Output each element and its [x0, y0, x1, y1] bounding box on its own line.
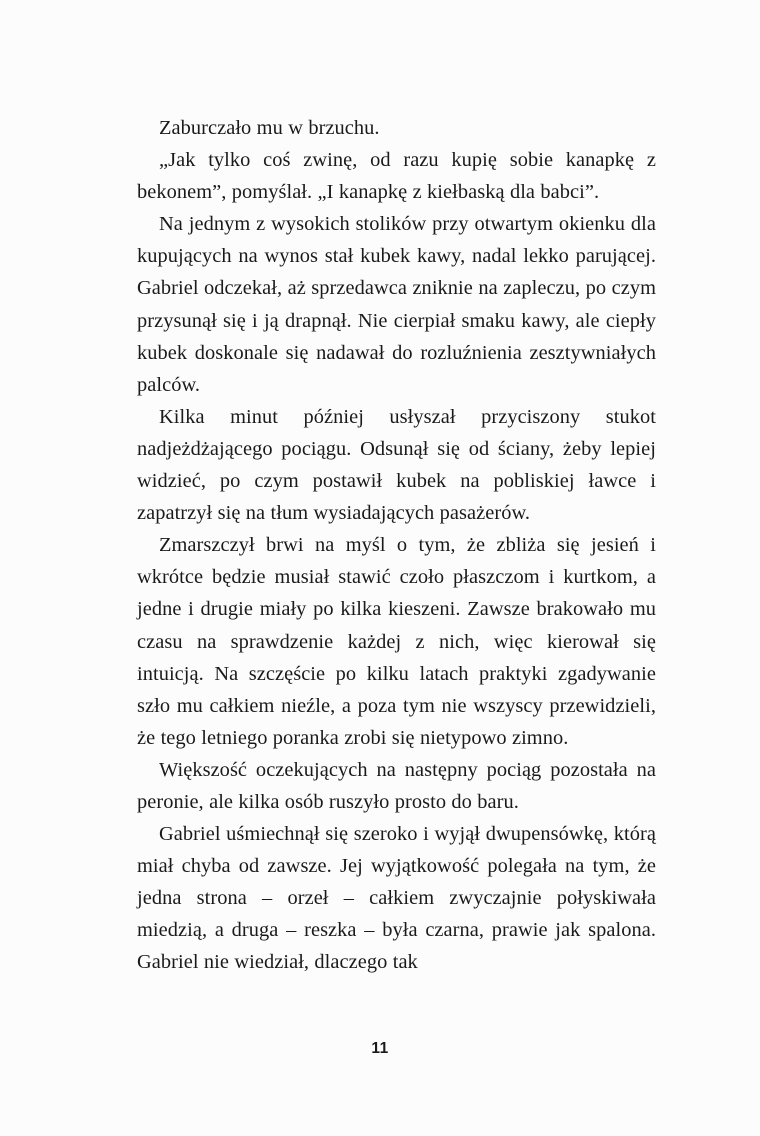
- body-text-column: [137, 112, 656, 979]
- paragraph-5: Zmarszczył brwi na myśl o tym, że zbliża się jesień i wkrótce będzie musiał stawić czoło płaszczom i kurtkom, a jedne i drugie miały po kilka kieszeni. Zawsze brakowało mu czasu na sprawdzenie każdej z nich, więc kierował się intuicją. Na szczęście po kilku latach praktyki zgadywanie szło mu całkiem nieźle, a poza tym nie wszyscy przewidzieli, że tego letniego poranka zrobi się nietypowo zimno.: [137, 534, 656, 749]
- paragraph-6: Większość oczekujących na następny pociąg pozostała na peronie, ale kilka osób ruszyło prosto do baru.: [137, 758, 656, 813]
- paragraph-2: „Jak tylko coś zwinę, od razu kupię sobie kanapkę z bekonem”, pomyślał. „I kanapkę z kiełbaską dla babci”.: [137, 149, 656, 204]
- paragraph-1: Zaburczało mu w brzuchu.: [159, 117, 380, 139]
- paragraph-4: Kilka minut później usłyszał przyciszony stukot nadjeżdżającego pociągu. Odsunął się od ściany, żeby lepiej widzieć, po czym postawił kubek na pobliskiej ławce i zapatrzył się na tłum wysiadających pasażerów.: [137, 405, 656, 525]
- paragraph-3: Na jednym z wysokich stolików przy otwartym okienku dla kupujących na wynos stał kubek kawy, nadal lekko parującej. Gabriel odczekał, aż sprzedawca zniknie na zapleczu, po czym przysunął się i ją drapnął. Nie cierpiał smaku kawy, ale ciepły kubek doskonale się nadawał do rozluźnienia zesztywniałych palców.: [137, 213, 656, 396]
- page-number: 11: [371, 1040, 389, 1057]
- paragraph-7: Gabriel uśmiechnął się szeroko i wyjął dwupensówkę, którą miał chyba od zawsze. Jej wyjątkowość polegała na tym, że jedna strona – orzeł – całkiem zwyczajnie połyskiwała miedzią, a druga – reszka – była czarna, prawie jak spalona. Gabriel nie wiedział, dlaczego tak: [137, 823, 656, 974]
